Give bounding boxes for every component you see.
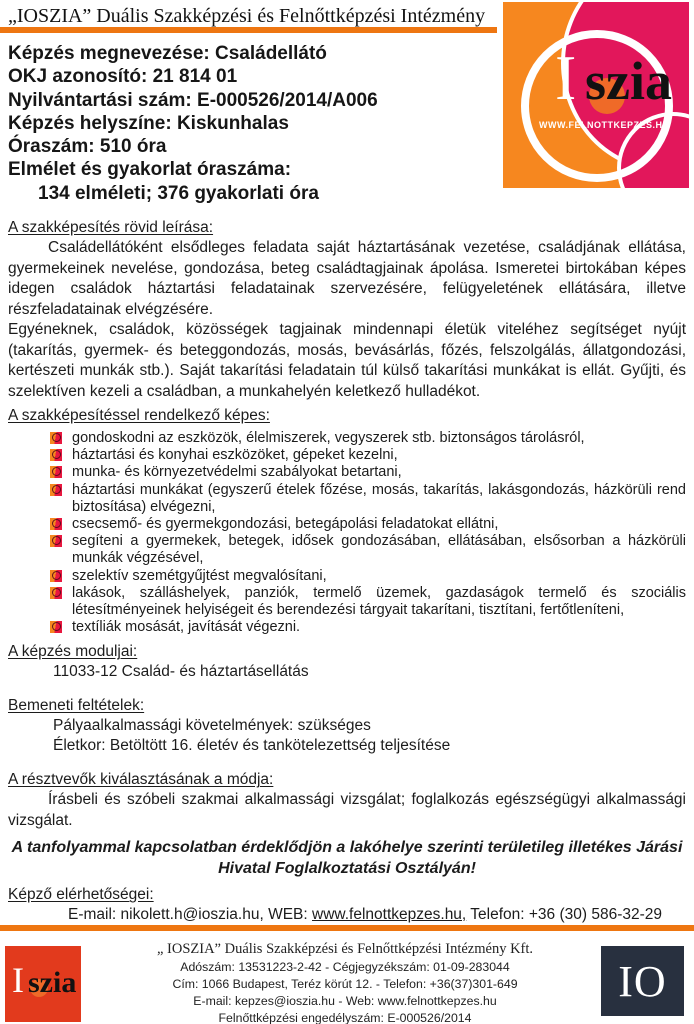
course-line: OKJ azonosító: 21 814 01 <box>8 66 238 88</box>
skills-list <box>8 430 686 636</box>
entry-line: Életkor: Betöltött 16. életév és tankötelezettség teljesítése <box>53 737 451 755</box>
footer-line: E-mail: kepzes@ioszia.hu - Web: www.felnottkepzes.hu <box>193 993 497 1008</box>
bullet-logo-icon <box>50 484 62 496</box>
skill-item <box>8 533 686 567</box>
contact-web-link[interactable]: www.felnottkepzes.hu, <box>312 906 467 924</box>
course-info <box>8 42 378 205</box>
entry-lines <box>8 716 686 756</box>
contact-heading: Képző elérhetőségei: <box>8 886 154 904</box>
course-line: Elmélet és gyakorlat óraszáma: <box>8 159 292 181</box>
page-title: „IOSZIA” Duális Szakképzési és Felnőttképzési Intézmény <box>8 5 486 27</box>
course-line: Nyilvántartási szám: E-000526/2014/A006 <box>8 89 378 111</box>
description-paragraph-2: Egyéneknek, családok, közösségek tagjainak mindennapi életük viteléhez segítséget nyújt (takarítás, gyermek- és beteggondozás, mosás, bevásárlás, főzés, felszolgálás, állatgondozási, kertészeti munkák stb.). Saját takarítási feladatain túl külső takarítási munkákat is ellát. Gyűjti, és szelektíven kezeli a családban, a munkahelyén keletkező hulladékot. <box>8 321 686 400</box>
skill-item-text: segíteni a gyermekek, betegek, idősek gondozásában, ellátásában, elsősorban a házkörüli munkák végzésével, <box>72 533 686 567</box>
contact-line <box>8 905 686 925</box>
selection-heading: A résztvevők kiválasztásának a módja: <box>8 771 274 789</box>
footer-company-info <box>95 940 595 1024</box>
course-line: Képzés megnevezése: Családellátó <box>8 43 327 64</box>
bullet-logo-icon <box>50 449 62 461</box>
bullet-logo-icon <box>50 518 62 530</box>
footer-logo-letter-i: I <box>12 960 24 1000</box>
description-heading: A szakképesítés rövid leírása: <box>8 219 214 236</box>
ioszia-logo <box>503 2 689 188</box>
skills-heading: A szakképesítéssel rendelkező képes: <box>8 407 270 424</box>
entry-heading: Bemeneti feltételek: <box>8 697 145 715</box>
modules-heading: A képzés moduljai: <box>8 643 138 661</box>
notice-text: A tanfolyammal kapcsolatban érdeklődjön a lakóhelye szerinti területileg illetékes Járási Hivatal Foglalkoztatási Osztályán! <box>11 839 683 878</box>
footer-logo-letters-szia: szia <box>28 966 77 999</box>
skill-item-text: lakások, szálláshelyek, panziók, termelő üzemek, gazdaságok termelő és szociális létesítményeinek helyiségeit és berendezési tárgyait takarítani, tisztítani, fertőtleníteni, <box>72 584 686 619</box>
footer-line: Cím: 1066 Budapest, Teréz körút 12. - Telefon: +36(37)301-649 <box>172 976 518 991</box>
skill-item-text: háztartási és konyhai eszközöket, gépeket kezelni, <box>72 447 398 464</box>
bullet-logo-icon <box>50 466 62 478</box>
footer-ioszia-logo <box>5 946 81 1022</box>
footer-line: Felnőttképzési engedélyszám: E-000526/2014 <box>218 1010 472 1024</box>
bullet-logo-icon <box>50 621 62 633</box>
bullet-logo-icon <box>50 535 62 547</box>
bullet-logo-icon <box>50 570 62 582</box>
selection-text: Írásbeli és szóbeli szakmai alkalmassági vizsgálat; foglalkozás egészségügyi alkalmassági vizsgálat. <box>8 791 686 829</box>
main-content <box>8 218 686 925</box>
skill-item-text: háztartási munkákat (egyszerű ételek főzése, mosás, takarítás, lakásgondozás, házkörüli rend biztosítása) elvégezni, <box>72 481 686 515</box>
bullet-logo-icon <box>50 587 62 599</box>
skill-item <box>8 568 686 585</box>
footer-io-logo <box>601 946 684 1016</box>
logo-website-url: WWW.FELNOTTKEPZES.HU <box>539 120 670 130</box>
module-value: 11033-12 Család- és háztartásellátás <box>53 663 309 681</box>
skill-item <box>8 585 686 619</box>
header-divider <box>0 27 497 33</box>
logo-letters-szia: szia <box>585 51 672 111</box>
footer-divider <box>0 925 694 931</box>
skill-item <box>8 482 686 516</box>
contact-phone-text: Telefon: +36 (30) 586-32-29 <box>466 906 663 924</box>
skill-item <box>8 447 686 464</box>
skill-item-text: csecsemő- és gyermekgondozási, betegápolási feladatokat ellátni, <box>72 516 499 533</box>
skill-item-text: szelektív szemétgyűjtést megvalósítani, <box>72 567 327 584</box>
skill-item-text: textíliák mosását, javítását végezni. <box>72 619 301 636</box>
skill-item <box>8 430 686 447</box>
course-line: 134 elméleti; 376 gyakorlati óra <box>38 182 319 204</box>
description-paragraph-1: Családellátóként elsődleges feladata saját háztartásának vezetése, családjának ellátása, gyermekeinek nevelése, gondozása, beteg családtagjainak ápolása. Ismeretei birtokában képes idegen családok háztartási feladatainak szervezésére, felügyeletének ellátására, illetve részfeladatainak elvégzésére. <box>8 239 686 318</box>
skill-item-text: gondoskodni az eszközök, élelmiszerek, vegyszerek stb. biztonságos tárolásról, <box>72 430 585 446</box>
course-line: Képzés helyszíne: Kiskunhalas <box>8 112 289 134</box>
logo-letter-i: I <box>555 42 577 113</box>
footer-io-letters: IO <box>618 956 667 1006</box>
footer-line: Adószám: 13531223-2-42 - Cégjegyzékszám: 01-09-283044 <box>180 959 510 974</box>
skill-item-text: munka- és környezetvédelmi szabályokat betartani, <box>72 464 402 481</box>
skill-item <box>8 619 686 636</box>
course-line: Óraszám: 510 óra <box>8 136 167 158</box>
footer-line: „ IOSZIA” Duális Szakképzési és Felnőttképzési Intézmény Kft. <box>156 941 534 957</box>
bullet-logo-icon <box>50 432 62 444</box>
skill-item <box>8 464 686 481</box>
contact-email-text: E-mail: nikolett.h@ioszia.hu, WEB: <box>68 906 313 924</box>
entry-line: Pályaalkalmassági követelmények: szükséges <box>53 717 371 735</box>
skill-item <box>8 516 686 533</box>
